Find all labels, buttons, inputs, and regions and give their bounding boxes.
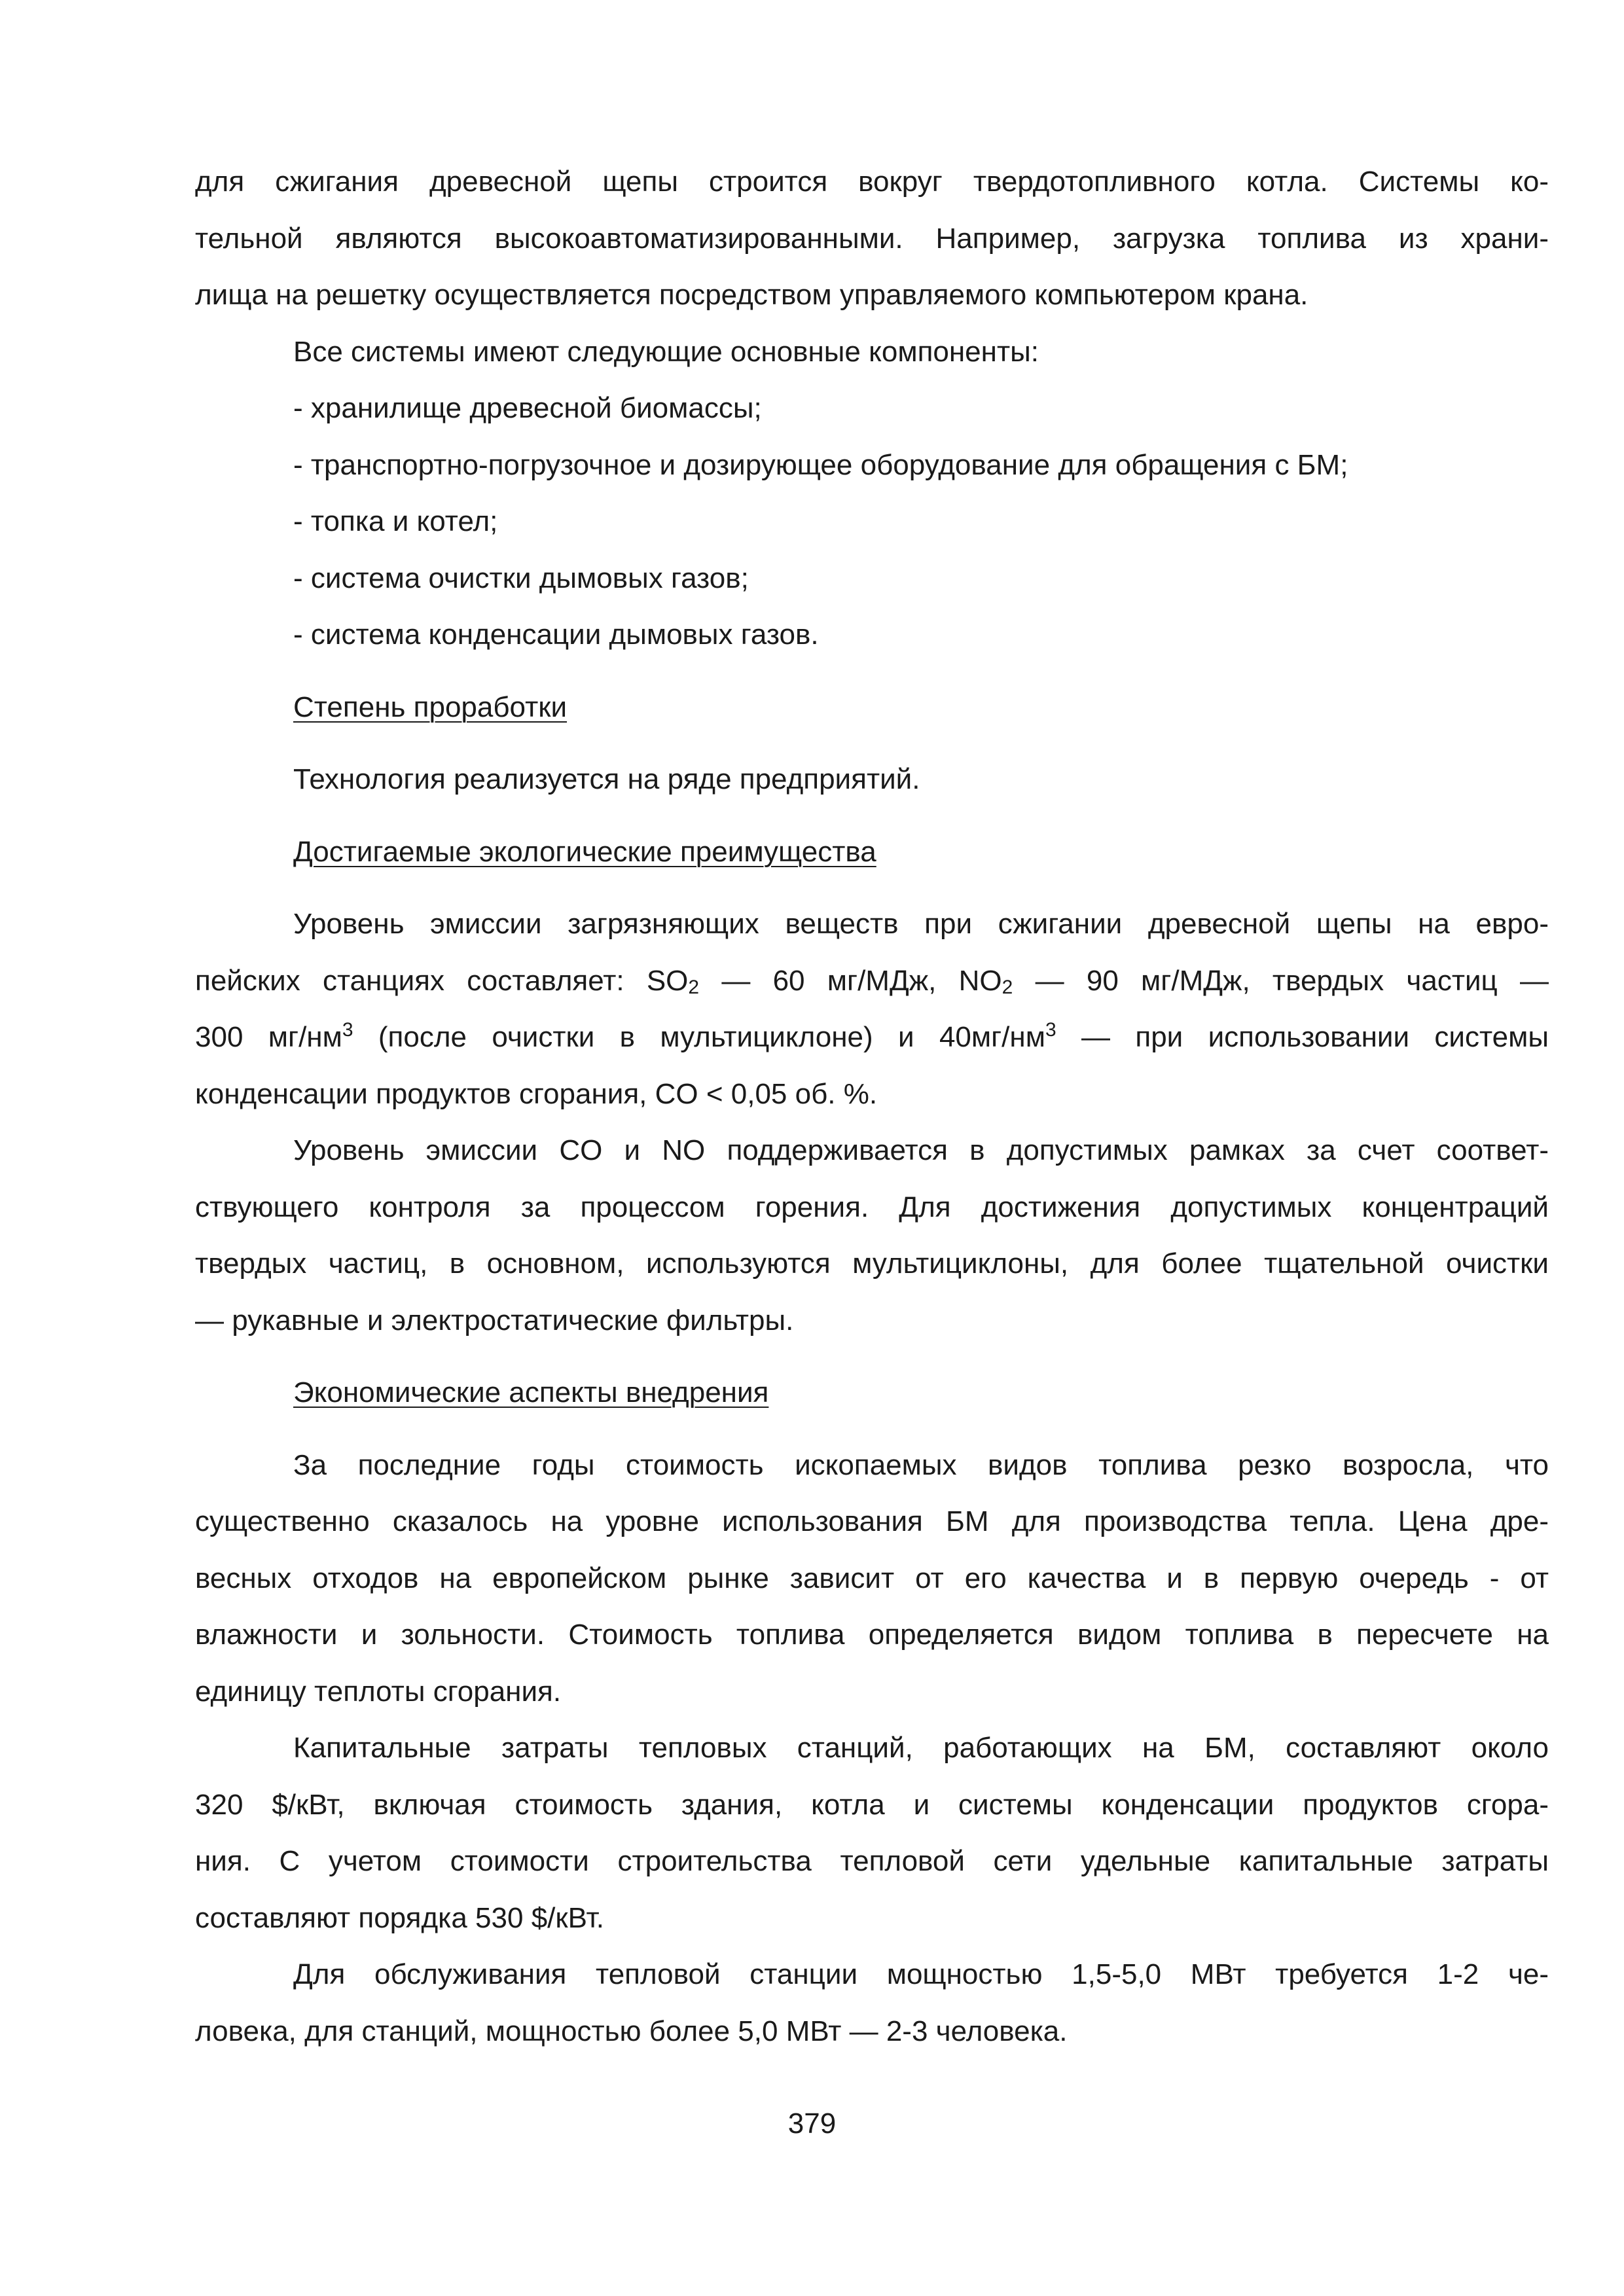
- paragraph-co-no-control: [195, 1122, 1549, 1349]
- page-number: 379: [787, 2108, 837, 2140]
- section-heading-environmental-benefits: Достигаемые экологические преимущества: [293, 835, 876, 868]
- text-line: конденсации продуктов сгорания, CO < 0,05 об. %.: [195, 1077, 878, 1110]
- paragraph-emission-levels: [195, 896, 1549, 1122]
- text-line: 300 $мг/нм^3$ (после очистки в мультициклоне) и $40мг/нм^3$ — при использовании системы: [195, 1019, 1549, 1053]
- text-line: Уровень эмиссии загрязняющих веществ при сжигании древесной щепы на евро-: [293, 908, 1549, 940]
- text-line: составляют порядка 530 $/кВт.: [195, 1901, 605, 1934]
- section-heading-economic-aspects: Экономические аспекты внедрения: [293, 1376, 769, 1408]
- text-line: тельной являются высокоавтоматизированными. Например, загрузка топлива из храни-: [195, 222, 1549, 255]
- text-line: Уровень эмиссии CO и NO поддерживается в допустимых рамках за счет соответ-: [293, 1134, 1549, 1166]
- paragraph-implementation: Технология реализуется на ряде предприятий.: [293, 763, 920, 795]
- list-item: - система очистки дымовых газов;: [293, 562, 749, 594]
- paragraph-boiler-systems: [195, 154, 1549, 324]
- text-line: существенно сказалось на уровне использования БМ для производства тепла. Цена дре-: [195, 1505, 1549, 1537]
- text-line: твердых частиц, в основном, используются мультициклоны, для более тщательной очистки: [195, 1247, 1549, 1280]
- text-line: Капитальные затраты тепловых станций, работающих на БМ, составляют около: [293, 1732, 1549, 1764]
- list-item: - система конденсации дымовых газов.: [293, 619, 819, 651]
- text-line: Для обслуживания тепловой станции мощностью 1,5-5,0 МВт требуется 1-2 че-: [293, 1958, 1549, 1990]
- text-line: ствующего контроля за процессом горения. Для достижения допустимых концентраций: [195, 1191, 1549, 1223]
- paragraph-fuel-cost: [195, 1437, 1549, 1721]
- components-list: [195, 380, 1549, 664]
- list-item: - топка и котел;: [293, 505, 498, 537]
- list-item: - хранилище древесной биомассы;: [293, 392, 762, 424]
- text-line: ловека, для станций, мощностью более 5,0 МВт — 2-3 человека.: [195, 2015, 1068, 2047]
- text-line: влажности и зольности. Стоимость топлива определяется видом топлива в пересчете на: [195, 1619, 1549, 1651]
- paragraph-components-intro: Все системы имеют следующие основные компоненты:: [293, 335, 1039, 368]
- paragraph-staffing: [195, 1946, 1549, 2060]
- text-line: единицу теплоты сгорания.: [195, 1675, 562, 1708]
- document-page: [195, 154, 1549, 2060]
- section-heading-development-degree: Степень проработки: [293, 691, 568, 723]
- list-item: - транспортно-погрузочное и дозирующее оборудование для обращения с БМ;: [293, 448, 1348, 481]
- text-line: пейских станциях составляет: $SO_2$ — 60 мг/МДж, $NO_2$ — 90 мг/МДж, твердых частиц —: [195, 964, 1549, 998]
- text-line: лища на решетку осуществляется посредством управляемого компьютером крана.: [195, 279, 1308, 311]
- text-line: — рукавные и электростатические фильтры.: [195, 1304, 794, 1336]
- text-line: 320 $/кВт, включая стоимость здания, котла и системы конденсации продуктов сгора-: [195, 1788, 1549, 1821]
- text-line: для сжигания древесной щепы строится вокруг твердотопливного котла. Системы ко-: [195, 166, 1549, 198]
- text-line: весных отходов на европейском рынке зависит от его качества и в первую очередь - от: [195, 1562, 1549, 1594]
- text-line: ния. С учетом стоимости строительства тепловой сети удельные капитальные затраты: [195, 1845, 1549, 1877]
- paragraph-capital-costs: [195, 1720, 1549, 1946]
- text-line: За последние годы стоимость ископаемых видов топлива резко возросла, что: [293, 1448, 1549, 1481]
